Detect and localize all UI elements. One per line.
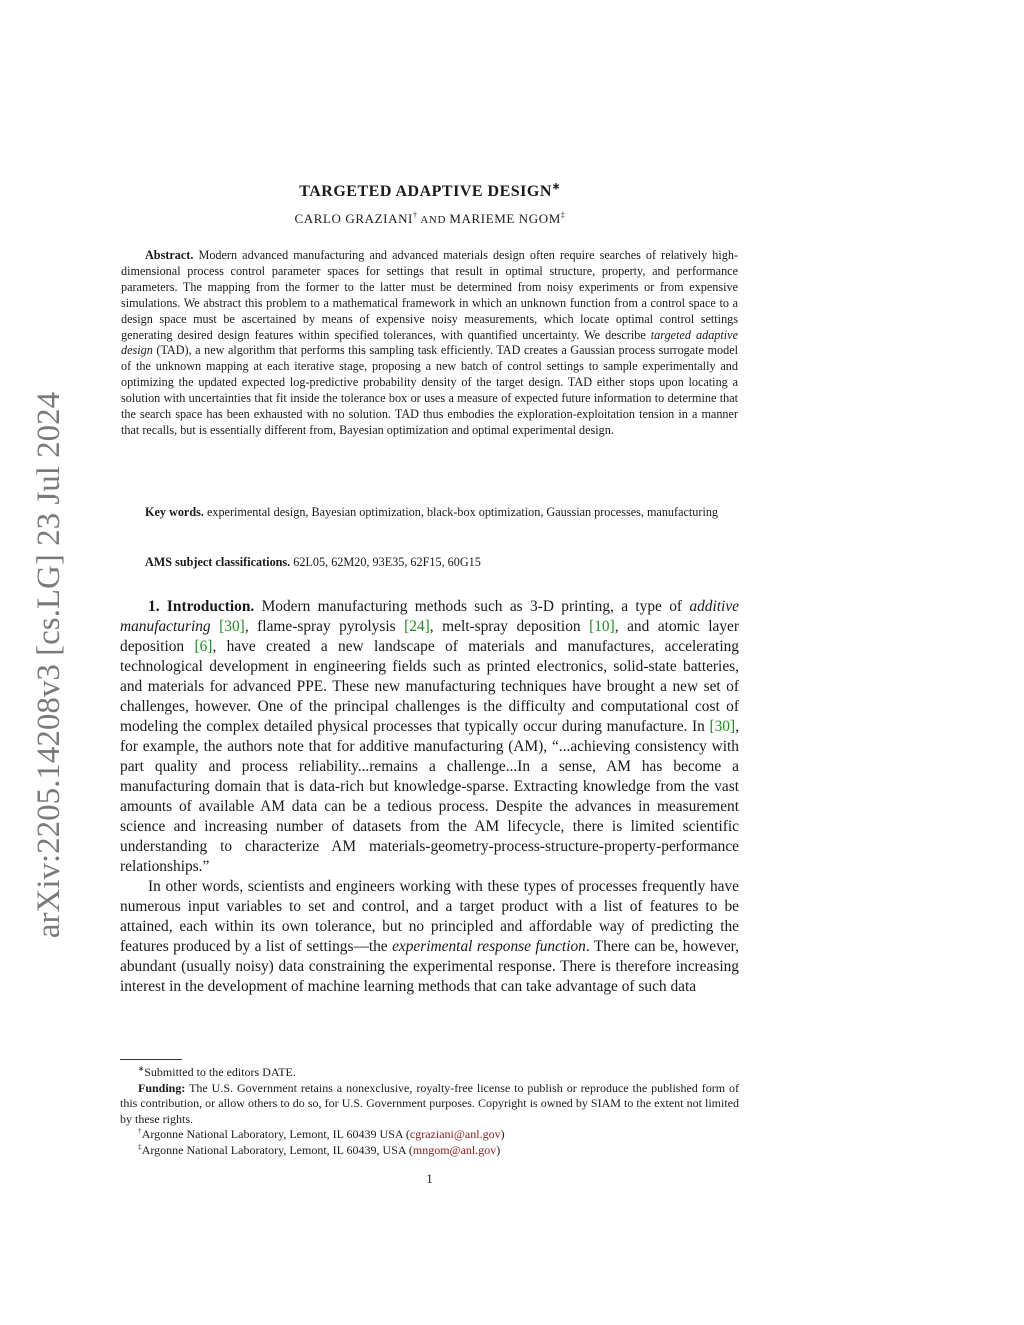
paper-title <box>120 183 740 201</box>
funding-text: The U.S. Government retains a nonexclusive, royalty-free license to publish or reproduce the published form of this contribution, or allow others to do so, for U.S. Government purposes. Copyright is owned by SIAM to the extent not limited by these rights. <box>120 1080 739 1126</box>
citation-link[interactable]: [6] <box>194 638 213 655</box>
footnote-divider <box>120 1059 182 1060</box>
intro-paragraph-1 <box>120 597 739 877</box>
author-1-mark: † <box>413 210 418 220</box>
author-2-mark: ‡ <box>560 210 566 220</box>
footnotes <box>120 1065 739 1159</box>
abstract-label: Abstract. <box>145 248 194 262</box>
keywords-text: experimental design, Bayesian optimization, black-box optimization, Gaussian processes, manufacturing <box>203 505 719 519</box>
author-2: MARIEME NGOM <box>449 211 561 226</box>
intro-emphasis: experimental response function <box>392 938 586 955</box>
footnote-text: ) <box>500 1127 505 1142</box>
intro-text: In other words, scientists and engineers working with these types of processes frequently have numerous input variables to set and control, and a target product with a list of features to be attained, each within its own tolerance, but no principled and affordable way of predicting the features produced by a list of settings—the <box>120 878 739 955</box>
ams-text: 62L05, 62M20, 93E35, 62F15, 60G15 <box>290 555 481 569</box>
ams-classifications <box>121 555 738 571</box>
footnote-mark: ‡ <box>138 1141 142 1151</box>
intro-text: , and atomic layer deposition <box>120 618 739 655</box>
intro-text: . There can be, however, abundant (usually noisy) data constraining the experimental response. There is therefore increasing interest in the development of machine learning methods that can take advantage of such data <box>120 938 740 995</box>
footnote-text: Argonne National Laboratory, Lemont, IL 60439, USA ( <box>141 1142 413 1157</box>
abstract-emphasis: targeted adaptive design <box>121 327 738 358</box>
footnote-mark: ∗ <box>138 1064 145 1073</box>
footnote-mark: † <box>138 1126 142 1136</box>
citation-link[interactable]: [24] <box>404 618 430 635</box>
intro-text: , have created a new landscape of materials and manufactures, accelerating technological development in engineering fields such as printed electronics, solid-state batteries, and materials for advanced PPE. These new manufacturing techniques have brought a new set of challenges, however. One of the principal challenges is the difficulty and computational cost of modeling the complex detailed physical processes that typically occur during manufacture. In <box>120 638 739 735</box>
intro-text: Modern manufacturing methods such as 3-D printing, a type of <box>254 598 690 615</box>
intro-text: , flame-spray pyrolysis <box>244 618 405 635</box>
abstract-text-2: (TAD), a new algorithm that performs this sampling task efficiently. TAD creates a Gaussian process surrogate model of the unknown mapping at each iterative stage, proposing a new batch of control settings to sample experimentally and optimizing the updated expected log-predictive probability density of the target design. TAD either stops upon locating a solution with uncertainties that fit inside the tolerance box or uses a measure of expected future information to determine that the search space has been exhausted with no solution. TAD thus embodies the exploration-exploitation tension in a manner that recalls, but is essentially different from, Bayesian optimization and optimal experimental design. <box>121 343 738 437</box>
author-list <box>120 211 740 227</box>
intro-emphasis: additive manufacturing <box>120 598 739 635</box>
arxiv-identifier-stamp <box>28 365 70 965</box>
footnote-funding <box>120 1081 739 1128</box>
intro-text: , for example, the authors note that for additive manufacturing (AM), “...achieving consistency with part quality and process reliability...remains a challenge...In a sense, AM has become a manufacturing domain that is data-rich but knowledge-sparse. Extracting knowledge from the vast amounts of available AM data can be a tedious process. Despite the advances in measurement science and increasing number of datasets from the AM lifecycle, there is limited scientific understanding to characterize AM materials-geometry-process-structure-property-performance relationships.” <box>120 718 739 875</box>
footnote-affiliation-2 <box>120 1143 739 1159</box>
intro-text: , melt-spray deposition <box>429 618 590 635</box>
footnote-text: Submitted to the editors DATE. <box>144 1065 296 1079</box>
keywords <box>121 505 738 521</box>
footnote-submitted <box>120 1065 739 1081</box>
section-heading: 1. Introduction. <box>148 598 255 615</box>
funding-label: Funding: <box>138 1080 186 1095</box>
email-link[interactable]: cgraziani@anl.gov <box>409 1127 501 1142</box>
ams-label: AMS subject classifications. <box>145 555 291 569</box>
citation-link[interactable]: [30] <box>709 718 736 735</box>
author-1: CARLO GRAZIANI <box>294 211 413 226</box>
page-number: 1 <box>426 1171 433 1186</box>
footnote-text: ) <box>496 1142 501 1157</box>
title-footnote-mark: ∗ <box>551 181 561 193</box>
abstract <box>121 248 738 439</box>
footnote-affiliation-1 <box>120 1127 739 1143</box>
abstract-text-1: Modern advanced manufacturing and advanced materials design often require searches of relatively high-dimensional process control parameter spaces for settings that result in optimal structure, property, and performance parameters. The mapping from the former to the latter must be determined from noisy experiments or from expensive simulations. We abstract this problem to a mathematical framework in which an unknown function from a control space to a design space must be ascertained by means of expensive noisy measurements, which locate optimal control settings generating desired design features within specified tolerances, with quantified uncertainty. We describe <box>121 248 738 342</box>
citation-link[interactable]: [10] <box>589 618 615 635</box>
author-conjunction: AND <box>417 214 450 226</box>
paper-title-text: TARGETED ADAPTIVE DESIGN <box>299 183 552 200</box>
email-link[interactable]: mngom@anl.gov <box>412 1142 497 1157</box>
introduction-section <box>120 597 739 997</box>
citation-link[interactable]: [30] <box>219 618 245 635</box>
footnote-text: Argonne National Laboratory, Lemont, IL 60439 USA ( <box>141 1127 410 1142</box>
arxiv-identifier-text: arXiv:2205.14208v3 [cs.LG] 23 Jul 2024 <box>31 391 67 939</box>
intro-paragraph-2 <box>120 877 739 997</box>
keywords-label: Key words. <box>145 505 204 519</box>
